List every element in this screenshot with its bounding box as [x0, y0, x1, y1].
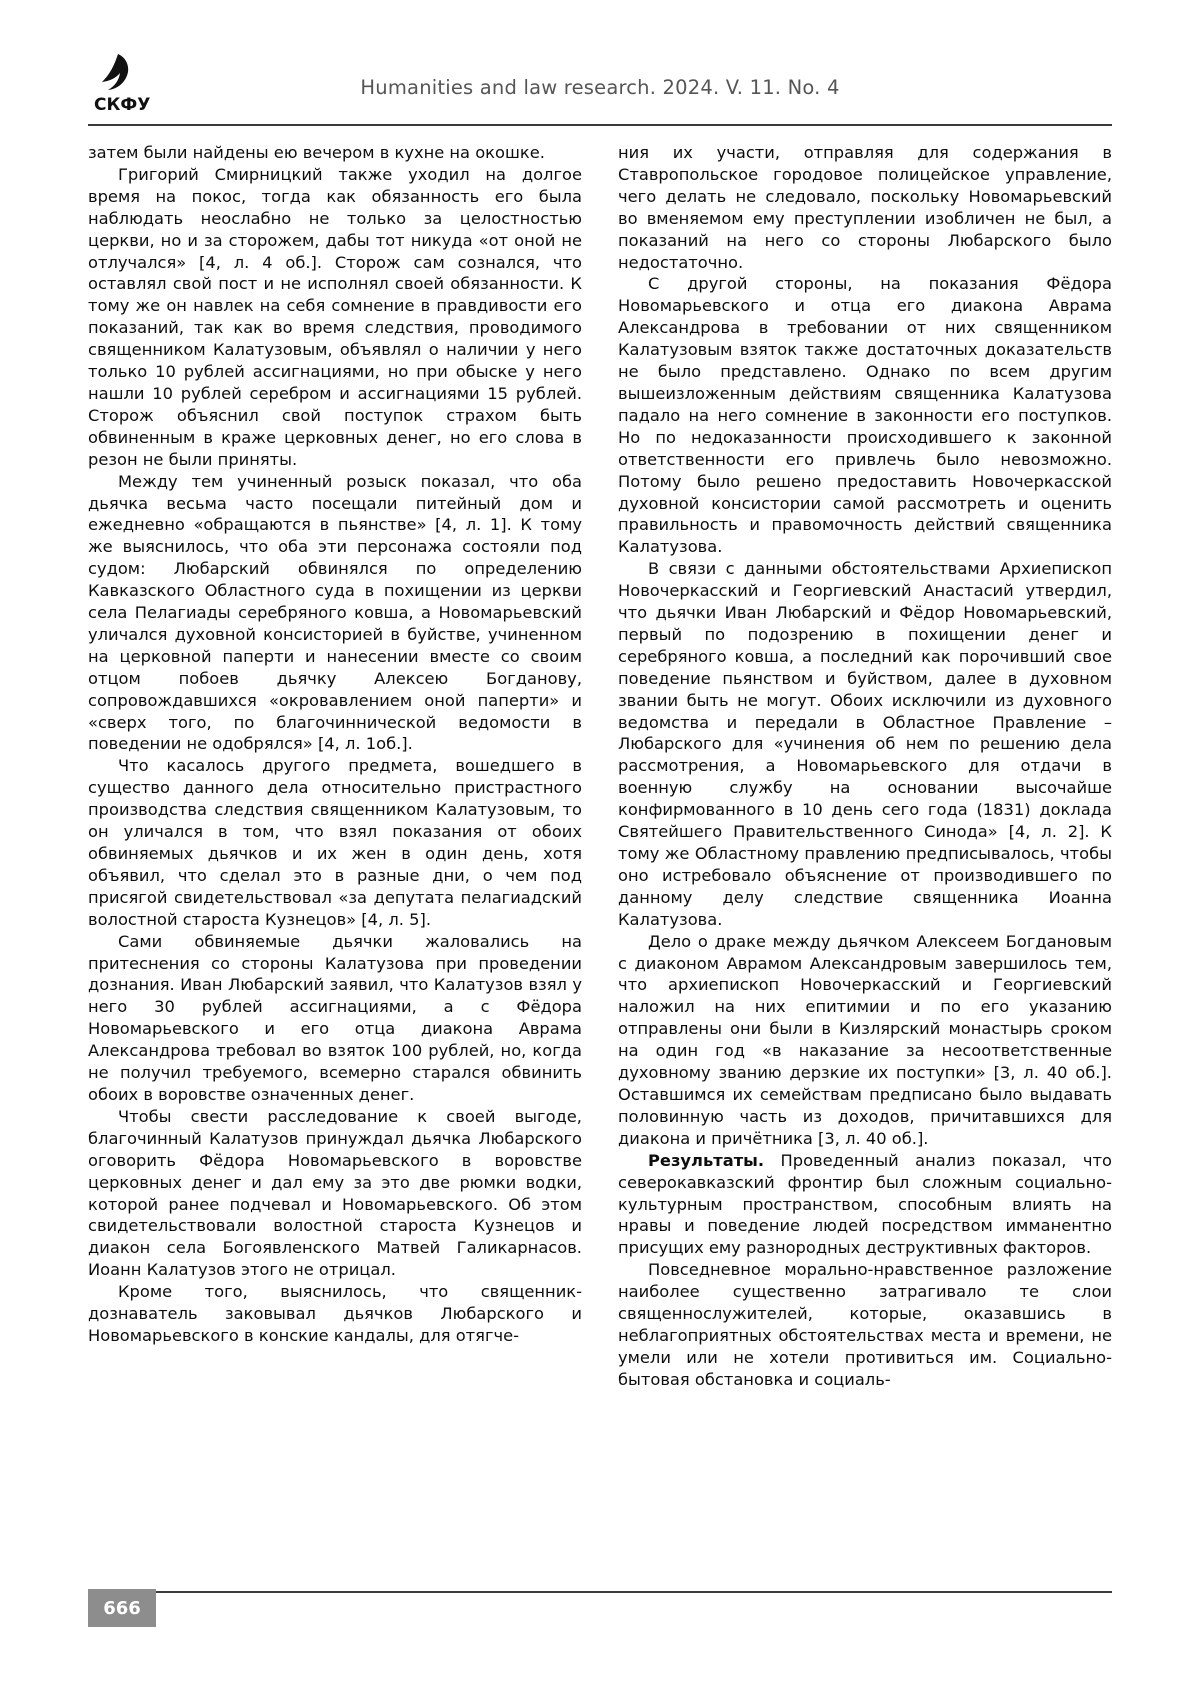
paragraph: затем были найдены ею вечером в кухне на окошке. [88, 143, 545, 162]
paragraph: Григорий Смирницкий также уходил на долгое время на покос, тогда как обязанность его была наблюдать неослабно не только за целостностью церкви, но и за сторожем, дабы тот никуда «от оной не отлучался» [4, л. 4 об.]. Сторож сам сознался, что оставлял свой пост и не исполнял своей обязанности. К тому же он навлек на себя сомнение в правдивости его показаний, так как во время следствия, проводимого священником Калатузовым, объявлял о наличии у него только 10 рублей ассигнациями, но при обыске у него нашли 10 рублей серебром и ассигнациями 15 рублей. Сторож объяснил свой поступок страхом быть обвиненным в краже церковных денег, но его слова в резон не были приняты. [88, 164, 582, 469]
journal-header-title: Humanities and law research. 2024. V. 11. No. 4 [360, 76, 840, 99]
left-column [88, 142, 582, 1547]
paragraph: Дело о драке между дьячком Алексеем Богдановым с диаконом Аврамом Александровым завершилось тем, что архиепископ Новочеркасский и Георгиевский наложил на них епитимии и по его указанию отправлены они были в Кизлярский монастырь сроком на один год «в наказание за несоответственные духовному званию дерзкие их поступки» [3, л. 40 об.]. Оставшимся их семействам предписано было выдавать половинную часть из доходов, причитавшихся для диакона и причётника [3, л. 40 об.]. [618, 931, 1112, 1148]
article-body [88, 142, 1112, 1547]
paragraph: Сами обвиняемые дьячки жаловались на притеснения со стороны Калатузова при проведении дознания. Иван Любарский заявил, что Калатузов взял у него 30 рублей ассигнациями, а с Фёдора Новомарьевского и его отца диакона Аврама Александрова требовал во взяток 100 рублей, но, когда не получил требуемого, всемерно старался обвинить обоих в воровстве означенных денег. [88, 931, 582, 1104]
right-column [618, 142, 1112, 1547]
header-divider [88, 124, 1112, 126]
page-number: 666 [88, 1589, 156, 1627]
paragraph: Кроме того, выяснилось, что священник-дознаватель заковывал дьячков Любарского и Новомарьевского в конские кандалы, для отягче- [88, 1282, 582, 1345]
paragraph: ния их участи, отправляя для содержания в Ставропольское городовое полицейское управление, чего делать не следовало, поскольку Новомарьевский во вменяемом ему преступлении изобличен не был, а показаний на него со стороны Любарского было недостаточно. [618, 143, 1112, 272]
paragraph: Что касалось другого предмета, вошедшего в существо данного дела относительно пристрастного производства следствия священником Калатузовым, то он уличался в том, что взял показания от обоих обвиняемых дьячков и их жен в один день, хотя объявил, что сделал это в разные дни, о чем под присягой свидетельствовал «за депутата пелагиадский волостной староста Кузнецов» [4, л. 5]. [88, 756, 582, 929]
footer-divider [88, 1591, 1112, 1593]
svg-text:СКФУ: СКФУ [94, 95, 151, 115]
paragraph: Повседневное морально-нравственное разложение наиболее существенно затрагивало те слои священнослужителей, которые, оказавшись в неблагоприятных обстоятельствах места и времени, не умели или не хотели противиться им. Социально-бытовая обстановка и социаль- [618, 1260, 1112, 1389]
page-header [88, 52, 1112, 124]
paragraph: В связи с данными обстоятельствами Архиепископ Новочеркасский и Георгиевский Анастасий утвердил, что дьячки Иван Любарский и Фёдор Новомарьевский, первый по подозрению в похищении денег и серебряного ковша, а последний как порочивший свое поведение пьянством и буйством, далее в духовном звании быть не могут. Обоих исключили из духовного ведомства и передали в Областное Правление – Любарского для «учинения об нем по решению дела рассмотрения, а Новомарьевского для отдачи в военную службу на основании высочайше конфирмованного в 10 день сего года (1831) доклада Святейшего Правительственного Синода» [4, л. 2]. К тому же Областному правлению предписывалось, чтобы оно истребовало объяснение от производившего по данному делу следствие священника Иоанна Калатузова. [618, 559, 1112, 929]
paragraph: Между тем учиненный розыск показал, что оба дьячка весьма часто посещали питейный дом и ежедневно «обращаются в пьянстве» [4, л. 1]. К тому же выяснилось, что оба эти персонажа состояли под судом: Любарский обвинялся по определению Кавказского Областного суда в похищении из церкви села Пелагиады серебряного ковша, а Новомарьевский уличался духовной консисторией в буйстве, учиненном на церковной паперти и нанесении вместе со своим отцом побоев дьячку Алексею Богданову, сопровождавшихся «окровавлением оной паперти» и «сверх того, по благочиннической ведомости в поведении не одобрялся» [4, л. 1об.]. [88, 471, 582, 754]
paragraph: Чтобы свести расследование к своей выгоде, благочинный Калатузов принуждал дьячка Любарского оговорить Фёдора Новомарьевского в воровстве церковных денег и дал ему за это две рюмки водки, которой ранее подчевал и Новомарьевского. Об этом свидетельствовали волостной староста Кузнецов и диакон села Богоявленского Матвей Галикарнасов. Иоанн Калатузов этого не отрицал. [88, 1106, 582, 1280]
paragraph: С другой стороны, на показания Фёдора Новомарьевского и отца его диакона Аврама Александрова в требовании от них священником Калатузовым взяток также достаточных доказательств не было представлено. Однако по всем другим вышеизложенным действиям священника Калатузова падало на него сомнение в законности его поступков. Но по недоказанности происходившего к законной ответственности его привлечь было невозможно. Потому было решено предоставить Новочеркасской духовной консистории самой рассмотреть и оценить правильность и правомочность действий священника Калатузова. [618, 274, 1112, 557]
results-paragraph: Результаты. Проведенный анализ показал, что северокавказский фронтир был сложным социально-культурным пространством, способным влиять на нравы и поведение людей посредством имманентно присущих ему разнородных деструктивных факторов. [618, 1150, 1112, 1258]
